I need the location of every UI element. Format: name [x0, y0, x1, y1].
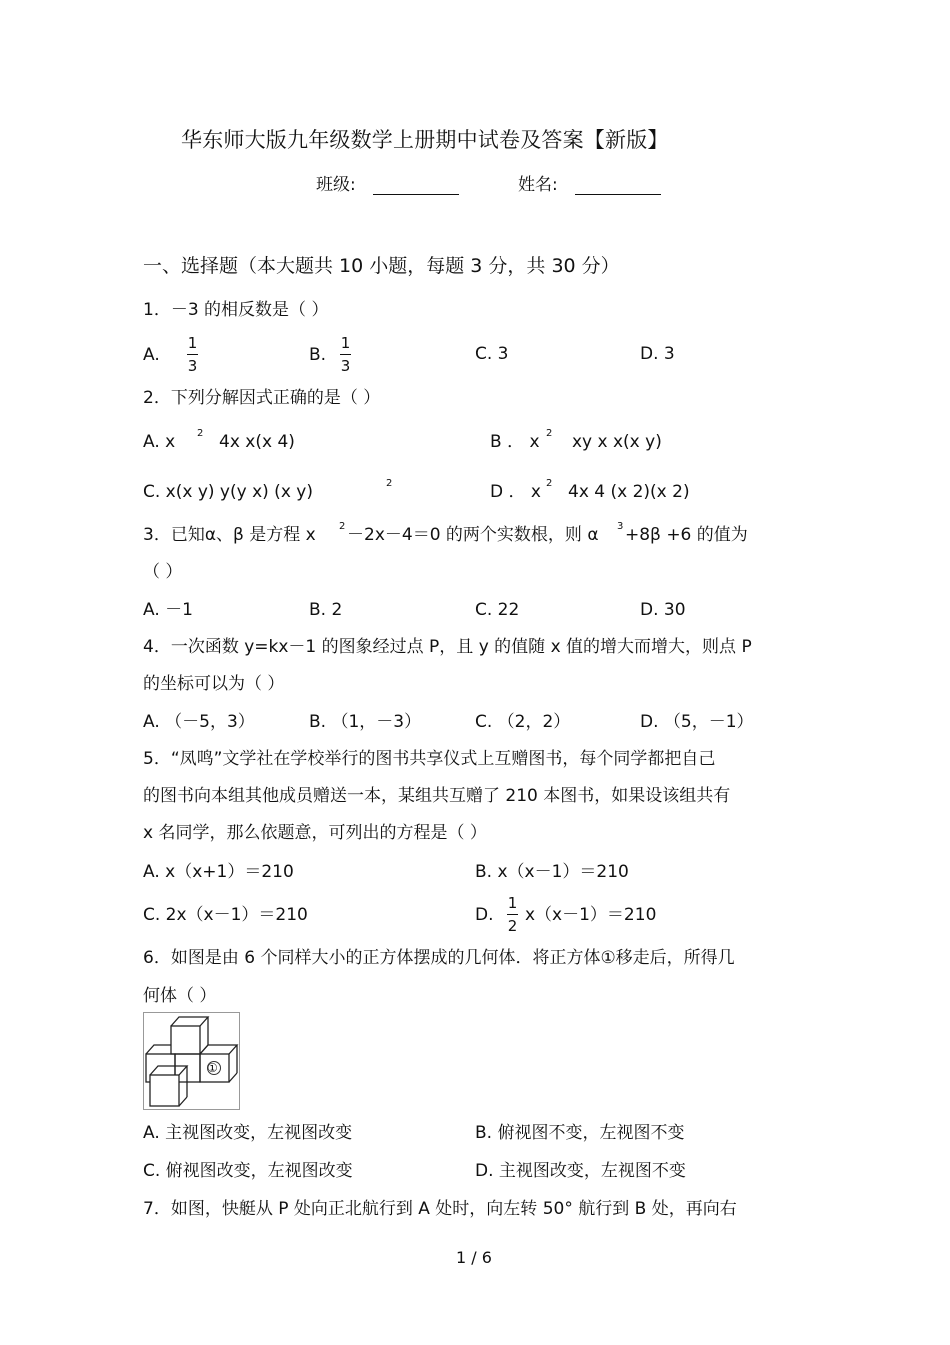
q2-option-b: B ． x: [490, 432, 540, 452]
q2-d-post: 4x 4 (x 2)(x 2): [568, 482, 690, 502]
q5-option-c: C. 2x（x－1）＝210: [143, 905, 308, 925]
class-label: 班级:: [316, 175, 356, 195]
q6-option-d: D. 主视图改变，左视图不变: [475, 1161, 686, 1181]
q4-stem-line2: 的坐标可以为（ ）: [143, 674, 285, 694]
denominator: 3: [187, 357, 198, 375]
q4-option-a: A. （－5，3）: [143, 712, 255, 732]
q3-exponent-1: 2: [339, 521, 346, 532]
q4-stem-line1: 4．一次函数 y=kx－1 的图象经过点 P，且 y 的值随 x 值的增大而增大，则点 P: [143, 637, 752, 657]
q1-option-a-label: A.: [143, 345, 160, 365]
page-title: 华东师大版九年级数学上册期中试卷及答案【新版】: [181, 128, 669, 152]
q1-option-c: C. 3: [475, 344, 509, 364]
q2-b-exponent: 2: [546, 428, 553, 439]
q2-option-a: [143, 434, 175, 451]
section-heading: 一、选择题（本大题共 10 小题，每题 3 分，共 30 分）: [143, 255, 620, 277]
q7-stem-line1: 7．如图，快艇从 P 处向正北航行到 A 处时，向左转 50° 航行到 B 处，再向右: [143, 1199, 737, 1219]
q5-option-a: A. x（x+1）＝210: [143, 862, 294, 882]
q2-option-d: D ． x: [490, 482, 541, 502]
name-blank: [575, 178, 661, 195]
q4-option-d: D. （5，－1）: [640, 712, 754, 732]
class-blank: [373, 178, 459, 195]
numerator: 1: [507, 894, 518, 912]
denominator: 3: [340, 357, 351, 375]
q3-stem-start: 3．已知α、β 是方程 x: [143, 525, 316, 545]
q2-a-post: 4x x(x 4): [219, 432, 295, 452]
q6-stem-line2: 何体（ ）: [143, 986, 217, 1006]
q2-a-pre: A. x: [143, 432, 176, 452]
q6-option-a: A. 主视图改变，左视图改变: [143, 1123, 353, 1143]
q2-stem: 2．下列分解因式正确的是（ ）: [143, 388, 381, 408]
q2-c-exponent: 2: [386, 478, 393, 489]
page-number: 1 / 6: [456, 1248, 492, 1267]
q1-option-a-fraction: [187, 336, 198, 374]
q5-option-d-label: D.: [475, 905, 494, 925]
q5-stem-line3: x 名同学，那么依题意，可列出的方程是（ ）: [143, 823, 487, 843]
q3-option-c: C. 22: [475, 600, 520, 620]
q2-a-exponent: 2: [197, 428, 204, 439]
q2-option-c: C. x(x y) y(y x) (x y): [143, 482, 313, 502]
q1-option-d: D. 3: [640, 344, 675, 364]
q1-option-b-label: B.: [309, 345, 327, 365]
q3-option-d: D. 30: [640, 600, 686, 620]
name-label: 姓名:: [518, 175, 558, 195]
q5-option-d-expression: x（x－1）＝210: [525, 905, 657, 925]
denominator: 2: [507, 917, 518, 935]
q6-stem-line1: 6．如图是由 6 个同样大小的正方体摆成的几何体．将正方体①移走后，所得几: [143, 948, 735, 968]
cube-drawing: [144, 1013, 239, 1109]
q1-stem: 1．－3 的相反数是（ ）: [143, 300, 329, 320]
q1-option-b-fraction: [340, 336, 351, 374]
q3-exponent-2: 3: [617, 521, 624, 532]
q5-stem-line2: 的图书向本组其他成员赠送一本，某组共互赠了 210 本图书，如果设该组共有: [143, 786, 731, 806]
q6-option-c: C. 俯视图改变，左视图改变: [143, 1161, 353, 1181]
q3-stem-end: +8β +6 的值为: [625, 525, 748, 545]
q3-option-b: B. 2: [309, 600, 343, 620]
numerator: 1: [340, 334, 351, 352]
q3-option-a: A. －1: [143, 600, 193, 620]
q6-option-b: B. 俯视图不变，左视图不变: [475, 1123, 685, 1143]
q3-answer-paren: （ ）: [143, 562, 183, 582]
q3-stem-middle: －2x－4＝0 的两个实数根，则 α: [347, 525, 599, 545]
q4-option-b: B. （1，－3）: [309, 712, 422, 732]
q5-option-d-fraction: [507, 896, 518, 934]
cube-figure: [143, 1012, 240, 1110]
q4-option-c: C. （2，2）: [475, 712, 571, 732]
q2-b-post: xy x x(x y): [572, 432, 662, 452]
numerator: 1: [187, 334, 198, 352]
q5-option-b: B. x（x－1）＝210: [475, 862, 629, 882]
cube-1-marker: ①: [207, 1061, 218, 1075]
q2-d-exponent: 2: [546, 478, 553, 489]
q5-stem-line1: 5．“凤鸣”文学社在学校举行的图书共享仪式上互赠图书，每个同学都把自己: [143, 749, 716, 769]
